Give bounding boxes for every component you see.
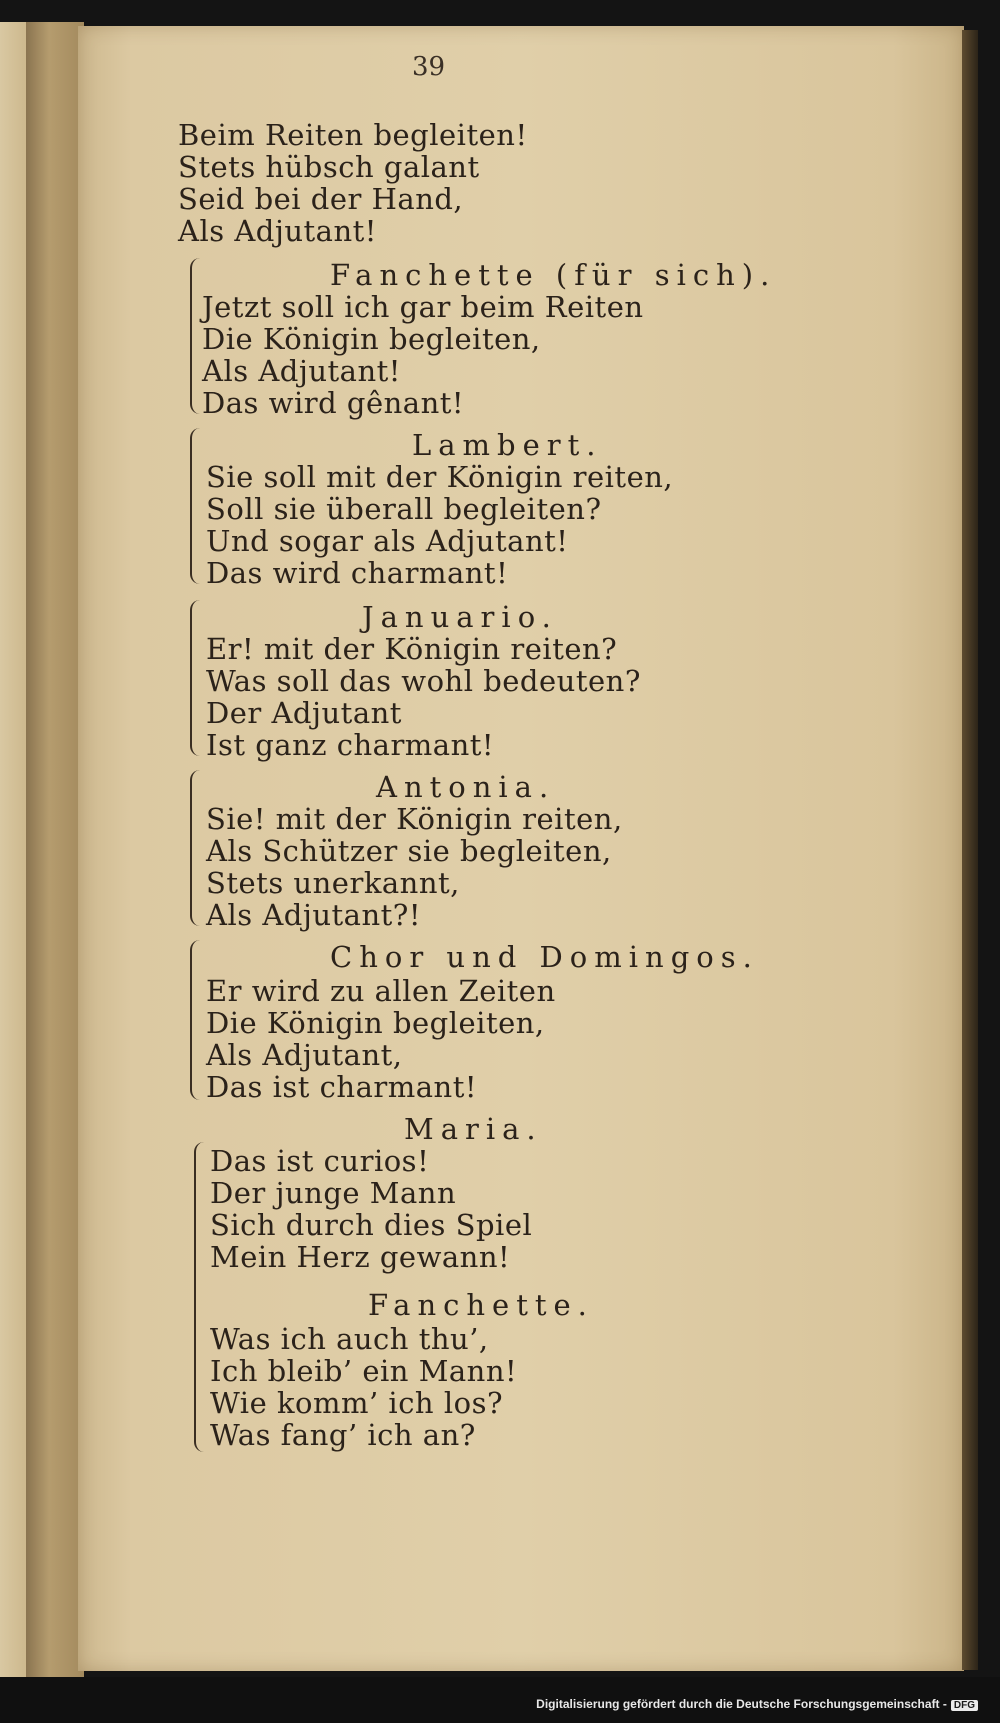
text-line: Als Schützer sie begleiten, <box>206 834 612 868</box>
text-line: Sie soll mit der Königin reiten, <box>206 460 674 494</box>
text-line: Stets unerkannt, <box>206 866 460 900</box>
verse-brace <box>190 940 204 1100</box>
text-line: Beim Reiten begleiten! <box>178 118 528 152</box>
text-line: Ist ganz charmant! <box>206 728 495 762</box>
text-line: Als Adjutant, <box>206 1038 403 1072</box>
text-line: Wie komm’ ich los? <box>210 1386 503 1420</box>
text-line: Was ich auch thu’, <box>210 1322 489 1356</box>
text-line: Jetzt soll ich gar beim Reiten <box>202 290 644 324</box>
verse-brace <box>194 1142 208 1452</box>
text-line: Sich durch dies Spiel <box>210 1208 533 1242</box>
page-number: 39 <box>412 52 446 82</box>
verse-brace <box>190 770 204 926</box>
text-line: Und sogar als Adjutant! <box>206 524 569 558</box>
text-line: Das ist charmant! <box>206 1070 478 1104</box>
verse-brace <box>190 600 204 756</box>
speaker-name: Fanchette (für sich). <box>330 258 777 292</box>
dfg-logo: DFG <box>951 1700 978 1711</box>
text-line: Die Königin begleiten, <box>206 1006 545 1040</box>
text-line: Was fang’ ich an? <box>210 1418 476 1452</box>
text-line: Sie! mit der Königin reiten, <box>206 802 623 836</box>
text-line: Die Königin begleiten, <box>202 322 541 356</box>
text-line: Der Adjutant <box>206 696 402 730</box>
speaker-name: Fanchette. <box>368 1288 594 1322</box>
text-line: Soll sie überall begleiten? <box>206 492 602 526</box>
text-line: Als Adjutant! <box>178 214 377 248</box>
text-line: Das wird gênant! <box>202 386 465 420</box>
text-line: Der junge Mann <box>210 1176 457 1210</box>
speaker-name: Chor und Domingos. <box>330 940 759 974</box>
text-line: Er! mit der Königin reiten? <box>206 632 618 666</box>
text-line: Ich bleib’ ein Mann! <box>210 1354 518 1388</box>
speaker-name: Lambert. <box>412 428 603 462</box>
speaker-name: Januario. <box>362 600 558 634</box>
text-line: Als Adjutant! <box>202 354 401 388</box>
text-line: Stets hübsch galant <box>178 150 480 184</box>
text-line: Das ist curios! <box>210 1144 430 1178</box>
text-line: Als Adjutant?! <box>206 898 421 932</box>
text-line: Das wird charmant! <box>206 556 509 590</box>
credit-text: Digitalisierung gefördert durch die Deutsche Forschungsgemeinschaft - <box>536 1697 947 1711</box>
digitization-credit <box>536 1697 978 1711</box>
text-line: Mein Herz gewann! <box>210 1240 511 1274</box>
speaker-name: Antonia. <box>376 770 556 804</box>
text-line: Seid bei der Hand, <box>178 182 464 216</box>
speaker-name: Maria. <box>404 1112 543 1146</box>
text-line: Er wird zu allen Zeiten <box>206 974 556 1008</box>
verse-brace <box>190 428 204 584</box>
text-line: Was soll das wohl bedeuten? <box>206 664 641 698</box>
